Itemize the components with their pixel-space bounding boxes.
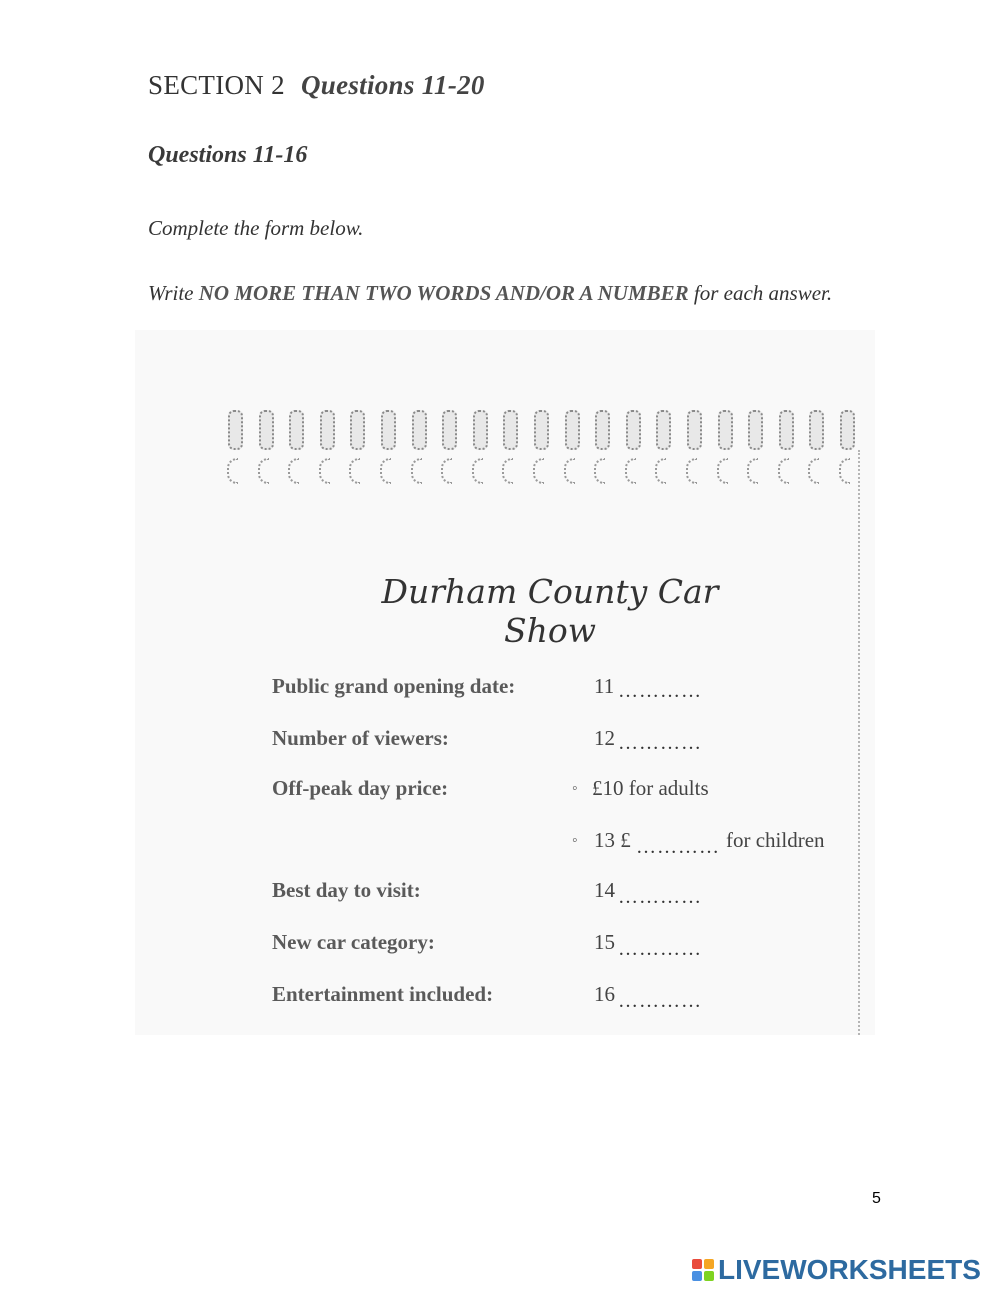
question-number-13: 13 £: [594, 828, 631, 852]
spiral-coil: [378, 408, 396, 488]
spiral-coil: [531, 408, 549, 488]
spiral-coil: [715, 408, 733, 488]
form-title: Durham County Car Show: [381, 572, 719, 650]
question-number-11: 11: [594, 674, 615, 698]
spiral-coil: [500, 408, 518, 488]
liveworksheets-logo-icon: [692, 1259, 714, 1281]
spiral-coil: [776, 408, 794, 488]
section-heading: [148, 70, 485, 101]
spiral-coil: [439, 408, 457, 488]
children-suffix-text: for children: [726, 828, 825, 852]
label-number-of-viewers: Number of viewers:: [272, 726, 449, 750]
spiral-coil: [592, 408, 610, 488]
brand-name: LIVEWORKSHEETS: [718, 1254, 981, 1285]
page-number: 5: [872, 1190, 881, 1207]
spiral-coil: [347, 408, 365, 488]
label-new-car-category: New car category:: [272, 930, 435, 954]
spiral-coil: [286, 408, 304, 488]
question-number-15: 15: [594, 930, 615, 954]
spiral-coil: [745, 408, 763, 488]
spiral-coil: [225, 408, 243, 488]
notebook-page-edge: [858, 450, 866, 1035]
spiral-coil: [256, 408, 274, 488]
question-number-16: 16: [594, 982, 615, 1006]
question-number-12: 12: [594, 726, 615, 750]
notebook-spiral-binding: [225, 408, 855, 488]
price-adults-text: £10 for adults: [592, 776, 709, 800]
spiral-coil: [684, 408, 702, 488]
spiral-coil: [317, 408, 335, 488]
answer-blank-13[interactable]: …………: [636, 836, 720, 858]
answer-blank-16[interactable]: …………: [618, 990, 702, 1012]
instruction-caps: NO MORE THAN TWO WORDS AND/OR A NUMBER: [198, 281, 689, 305]
label-entertainment: Entertainment included:: [272, 982, 494, 1006]
instruction-complete-form: Complete the form below.: [148, 216, 364, 240]
spiral-coil: [623, 408, 641, 488]
answer-blank-15[interactable]: …………: [618, 938, 702, 960]
spiral-coil: [470, 408, 488, 488]
liveworksheets-brand[interactable]: [692, 1253, 981, 1287]
question-number-14: 14: [594, 878, 615, 902]
answer-blank-14[interactable]: …………: [618, 886, 702, 908]
spiral-coil: [837, 408, 855, 488]
questions-subheading: Questions 11-16: [148, 142, 308, 168]
spiral-coil: [653, 408, 671, 488]
instruction-word-limit: [148, 281, 832, 306]
answer-blank-12[interactable]: …………: [618, 732, 702, 754]
section-title: SECTION 2: [148, 70, 285, 100]
instruction-prefix: Write: [148, 281, 199, 305]
label-opening-date: Public grand opening date:: [272, 674, 516, 698]
answer-blank-11[interactable]: …………: [618, 680, 702, 702]
spiral-coil: [562, 408, 580, 488]
instruction-suffix: for each answer.: [688, 281, 833, 305]
bullet-point: ◦: [572, 780, 578, 797]
bullet-point: ◦: [572, 832, 578, 849]
spiral-coil: [806, 408, 824, 488]
label-off-peak-price: Off-peak day price:: [272, 776, 449, 800]
label-best-day: Best day to visit:: [272, 878, 421, 902]
spiral-coil: [409, 408, 427, 488]
questions-range: Questions 11-20: [300, 70, 485, 100]
